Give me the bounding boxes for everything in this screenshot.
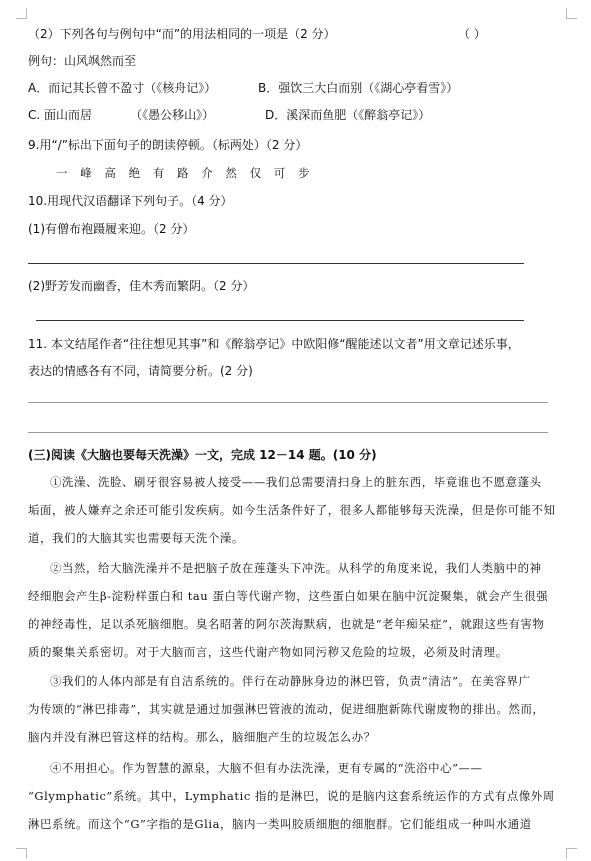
paragraph-2-line: 经细胞会产生β-淀粉样蛋白和 tau 蛋白等代谢产物，这些蛋白如果在脑中沉淀聚集，就会产生很强 (28, 589, 549, 603)
q10-sentence-1: (1)有僧布袍蹑履来迎。（2 分） (28, 222, 195, 236)
crop-mark (566, 8, 577, 19)
q2-option-b: B．强饮三大白而别（《湖心亭看雪》） (258, 81, 459, 95)
q11-line-2: 表达的情感各有不同，请简要分析。(2 分) (28, 364, 253, 378)
paragraph-3-line: ③我们的人体内部是有自洁系统的。伴行在动静脉身边的淋巴管，负责“清洁”。在美容界广 (50, 674, 531, 688)
crop-mark (566, 848, 577, 859)
answer-line[interactable] (28, 432, 548, 433)
section-heading: (三)阅读《大脑也要每天洗澡》一文，完成 12－14 题。(10 分) (28, 448, 377, 462)
paragraph-4-line: ④不用担心。作为智慧的源泉，大脑不但有办法洗澡，更有专属的“洗浴中心”—— (50, 761, 483, 775)
answer-line[interactable] (28, 263, 524, 264)
answer-line[interactable] (28, 402, 548, 403)
paragraph-4-line: “Glymphatic”系统。其中，Lymphatic 指的是淋巴，说的是脑内这套系统运作的方式有点像外周 (28, 789, 555, 803)
q10-sentence-2: (2)野芳发而幽香，佳木秀而繁阴。（2 分） (28, 279, 255, 293)
paragraph-3-line: 为传颂的“淋巴排毒”，其实就是通过加强淋巴管液的流动，促进细胞新陈代谢废物的排出。然而， (28, 702, 545, 716)
q2-example: 例句：山风飒然而至 (28, 54, 137, 68)
answer-line[interactable] (36, 320, 524, 321)
q9-sentence: 一 峰 高 绝 有 路 介 然 仅 可 步 (56, 166, 311, 180)
paragraph-2-line: 质的聚集关系密切。对于大脑而言，这些代谢产物如同污秽又危险的垃圾，必须及时清理。 (28, 645, 508, 659)
paragraph-1-line: 道，我们的大脑其实也需要每天洗个澡。 (28, 531, 244, 545)
q2-prompt: （2）下列各句与例句中“而”的用法相同的一项是（2 分） (28, 27, 336, 41)
paragraph-1-line: ①洗澡、洗脸、刷牙很容易被人接受——我们总需要清扫身上的脏东西，毕竟谁也不愿意蓬头 (50, 475, 542, 489)
q2-option-c: C. 面山而居 （《愚公移山》） (28, 108, 215, 122)
crop-mark (16, 8, 27, 19)
q2-option-a: A．而记其长曾不盈寸（《核舟记》） (28, 81, 217, 95)
q2-answer-paren: （ ） (458, 27, 486, 41)
q11-line-1: 11. 本文结尾作者“往往想见其事”和《醉翁亭记》中欧阳修“醒能述以文者”用文章记述乐事， (28, 337, 520, 351)
paragraph-2-line: 的神经毒性，足以杀死脑细胞。臭名昭著的阿尔茨海默病，也就是“老年痴呆症”，就跟这些有害物 (28, 617, 545, 631)
q9-prompt: 9.用“/”标出下面句子的朗读停顿。（标两处）（2 分） (28, 138, 308, 152)
paragraph-1-line: 垢面，被人嫌弃之余还可能引发疾病。如今生活条件好了，很多人都能够每天洗澡，但是你可能不知 (28, 503, 556, 517)
q10-prompt: 10.用现代汉语翻译下列句子。（4 分） (28, 194, 233, 208)
paragraph-2-line: ②当然，给大脑洗澡并不是把脑子放在莲蓬头下冲洗。从科学的角度来说，我们人类脑中的神 (50, 561, 542, 575)
crop-mark (16, 848, 27, 859)
q2-option-d: D．溪深而鱼肥（《醉翁亭记》） (265, 108, 431, 122)
paragraph-3-line: 脑内并没有淋巴管这样的结构。那么，脑细胞产生的垃圾怎么办？ (28, 730, 376, 744)
paragraph-4-line: 淋巴系统。而这个“G”字指的是Glia，脑内一类叫胶质细胞的细胞群。它们能组成一种叫水通道 (28, 817, 532, 831)
